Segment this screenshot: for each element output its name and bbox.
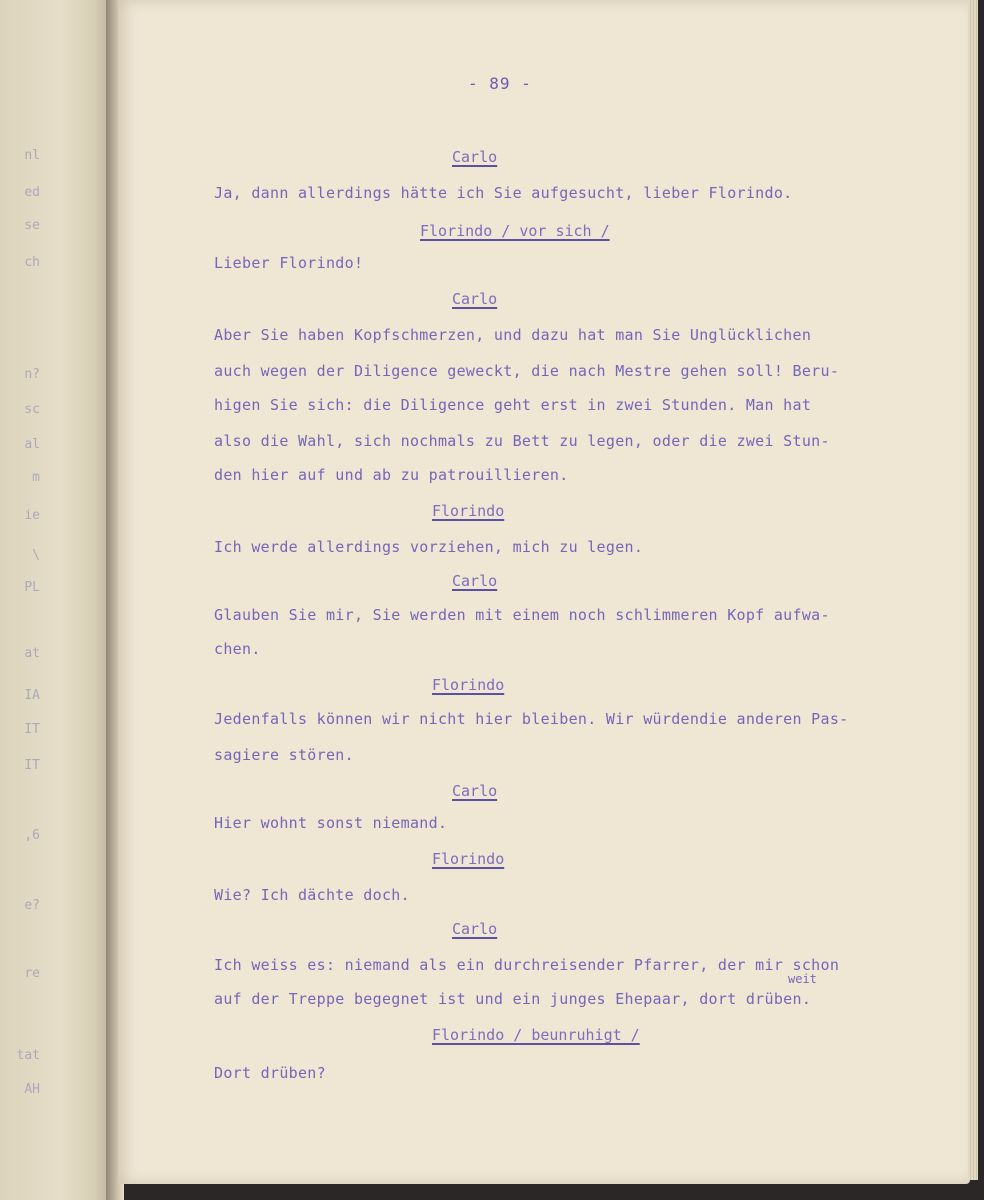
left-page-text-fragment: ch <box>24 255 40 270</box>
left-page-text-fragment: sc <box>24 402 40 417</box>
left-page-text-fragment: IA <box>24 688 40 703</box>
speaker-name: Florindo <box>432 850 505 868</box>
dialogue-line: higen Sie sich: die Diligence geht erst in zwei Stunden. Man hat <box>214 396 812 414</box>
left-page-text-fragment: IT <box>24 758 40 773</box>
left-page-text-fragment: ie <box>24 508 40 523</box>
page-edge-stack <box>968 0 978 1180</box>
handwritten-insertion: weit <box>788 972 817 986</box>
page-number: - 89 - <box>468 74 532 93</box>
dialogue-line: auf der Treppe begegnet ist und ein junges Ehepaar, dort drüben. <box>214 990 812 1008</box>
dialogue-line: Lieber Florindo! <box>214 254 364 272</box>
left-page-text-fragment: al <box>24 437 40 452</box>
dialogue-line: Jedenfalls können wir nicht hier bleiben. Wir würdendie anderen Pas- <box>214 710 849 728</box>
dialogue-line: Aber Sie haben Kopfschmerzen, und dazu hat man Sie Unglücklichen <box>214 326 812 344</box>
dialogue-line: chen. <box>214 640 261 658</box>
dialogue-line: Dort drüben? <box>214 1064 326 1082</box>
dialogue-line: Ich werde allerdings vorziehen, mich zu legen. <box>214 538 644 556</box>
left-page-text-fragment: at <box>24 646 40 661</box>
left-page-text-fragment: tat <box>16 1048 40 1063</box>
left-page <box>0 0 112 1200</box>
left-page-text-fragment: re <box>24 966 40 981</box>
left-page-text-fragment: IT <box>24 722 40 737</box>
dialogue-line: Ich weiss es: niemand als ein durchreisender Pfarrer, der mir schon <box>214 956 840 974</box>
left-page-text-fragment: m <box>32 470 40 485</box>
speaker-name: Florindo <box>432 676 505 694</box>
dialogue-line: Glauben Sie mir, Sie werden mit einem noch schlimmeren Kopf aufwa- <box>214 606 830 624</box>
dialogue-line: den hier auf und ab zu patrouillieren. <box>214 466 569 484</box>
left-page-text-fragment: ,6 <box>24 828 40 843</box>
speaker-name: Florindo / vor sich / <box>420 222 610 240</box>
speaker-name: Carlo <box>452 290 498 308</box>
left-page-text-fragment: se <box>24 218 40 233</box>
speaker-name: Carlo <box>452 782 498 800</box>
dialogue-line: sagiere stören. <box>214 746 354 764</box>
dialogue-line: also die Wahl, sich nochmals zu Bett zu legen, oder die zwei Stun- <box>214 432 830 450</box>
left-page-text-fragment: e? <box>24 898 40 913</box>
speaker-name: Carlo <box>452 920 498 938</box>
dialogue-line: Wie? Ich dächte doch. <box>214 886 410 904</box>
left-page-text-fragment: ed <box>24 185 40 200</box>
speaker-name: Carlo <box>452 572 498 590</box>
dialogue-line: auch wegen der Diligence geweckt, die nach Mestre gehen soll! Beru- <box>214 362 840 380</box>
left-page-text-fragment: nl <box>24 148 40 163</box>
left-page-text-fragment: AH <box>24 1082 40 1097</box>
dialogue-line: Hier wohnt sonst niemand. <box>214 814 448 832</box>
left-page-text-fragment: \ <box>32 548 40 563</box>
left-page-text-fragment: PL <box>24 580 40 595</box>
speaker-name: Carlo <box>452 148 498 166</box>
speaker-name: Florindo / beunruhigt / <box>432 1026 640 1044</box>
left-page-text-fragment: n? <box>24 367 40 382</box>
dialogue-line: Ja, dann allerdings hätte ich Sie aufgesucht, lieber Florindo. <box>214 184 793 202</box>
speaker-name: Florindo <box>432 502 505 520</box>
